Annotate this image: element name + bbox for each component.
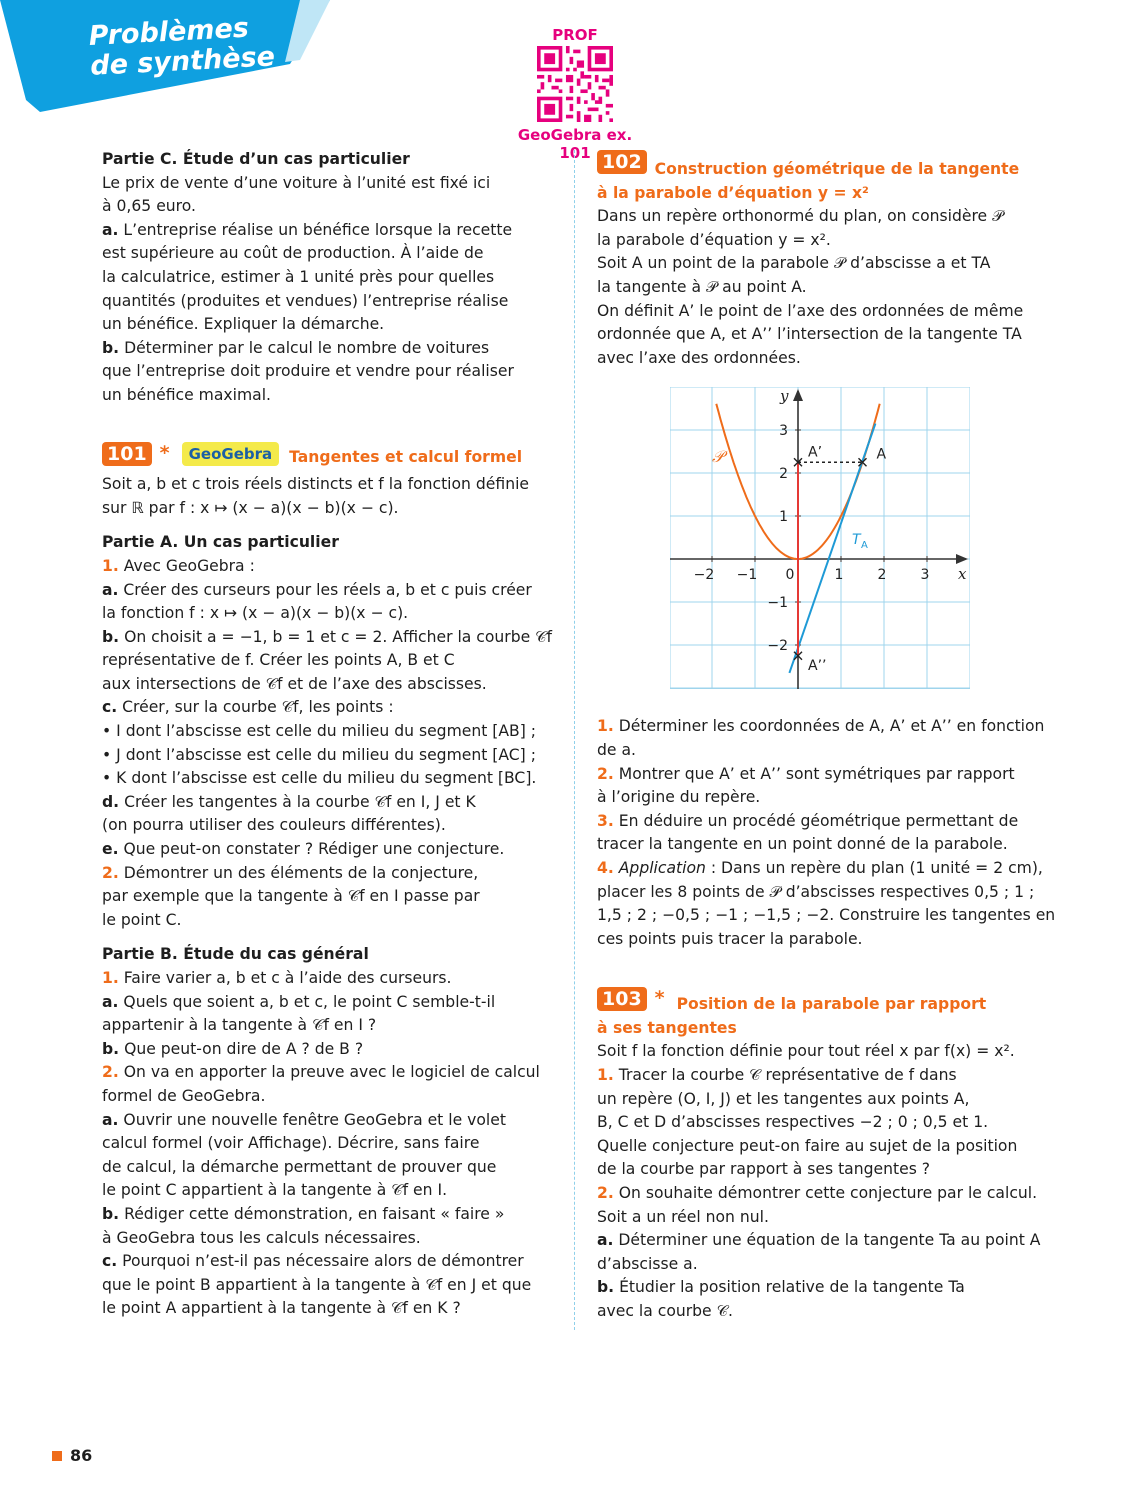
parabola-label: 𝒫 <box>712 447 724 467</box>
exercise-title-line2: à la parabole d’équation y = x² <box>597 183 869 202</box>
text-line: à GeoGebra tous les calculs nécessaires. <box>102 1228 421 1247</box>
text-line: un bénéfice. Expliquer la démarche. <box>102 315 385 334</box>
partC-title: Partie C. Étude d’un cas particulier <box>102 150 410 168</box>
point-A2-label: A’’ <box>808 658 827 675</box>
text-line: b. Étudier la position relative de la tangente Ta <box>597 1278 965 1297</box>
text-line: B, C et D d’abscisses respectives −2 ; 0 ; 0,5 et 1. <box>597 1113 989 1132</box>
exercise-title-line2: à ses tangentes <box>597 1018 737 1037</box>
text-line: calcul formel (voir Affichage). Décrire, sans faire <box>102 1134 480 1153</box>
text-line: ordonnée que A, et A’’ l’intersection de la tangente TA <box>597 325 1022 344</box>
text-line: b. Rédiger cette démonstration, en faisant « faire » <box>102 1204 505 1223</box>
difficulty-star: * <box>159 441 170 464</box>
point-A-label: A <box>876 446 887 463</box>
x-tick-label: −2 <box>693 567 715 584</box>
partB-title: Partie B. Étude du cas général <box>102 945 369 964</box>
text-line: avec l’axe des ordonnées. <box>597 348 801 367</box>
x-axis-label: x <box>958 565 967 584</box>
text-line: a. Créer des curseurs pour les réels a, b et c puis créer <box>102 580 532 599</box>
text-line: à l’origine du repère. <box>597 788 761 807</box>
bullet-item: • I dont l’abscisse est celle du milieu du segment [AB] ; <box>102 722 537 741</box>
text-line: d. Créer les tangentes à la courbe 𝒞f en I, J et K <box>102 792 476 811</box>
text-line: par exemple que la tangente à 𝒞f en I passe par <box>102 887 480 906</box>
bullet-item: • K dont l’abscisse est celle du milieu du segment [BC]. <box>102 769 537 788</box>
exercise-number: 103 <box>597 987 647 1011</box>
text-line: Soit A un point de la parabole 𝒫 d’abscisse a et TA <box>597 254 991 273</box>
qr-caption: GeoGebra ex. 101 <box>517 126 633 162</box>
text-line: de calcul, la démarche permettant de prouver que <box>102 1157 497 1176</box>
partA-title: Partie A. Un cas particulier <box>102 533 339 552</box>
text-line: quantités (produites et vendues) l’entreprise réalise <box>102 291 509 310</box>
text-line: le point C appartient à la tangente à 𝒞f en I. <box>102 1181 448 1200</box>
text-line: de a. <box>597 740 636 759</box>
text-line: Soit f la fonction définie pour tout réel x par f(x) = x². <box>597 1042 1015 1061</box>
text-line: la fonction f : x ↦ (x − a)(x − b)(x − c). <box>102 604 409 623</box>
text-line: sur ℝ par f : x ↦ (x − a)(x − b)(x − c). <box>102 498 399 517</box>
qr-block[interactable] <box>505 26 645 162</box>
text-line: Le prix de vente d’une voiture à l’unité est fixé ici <box>102 173 491 192</box>
text-line: que le point B appartient à la tangente à 𝒞f en J et que <box>102 1275 532 1294</box>
text-line: c. Pourquoi n’est-il pas nécessaire alors de démontrer <box>102 1252 524 1271</box>
text-line: 1. Avec GeoGebra : <box>102 556 255 575</box>
text-line: un bénéfice maximal. <box>102 385 271 404</box>
text-line: 2. On va en apporter la preuve avec le logiciel de calcul <box>102 1063 540 1082</box>
tangent-label: T <box>852 532 861 549</box>
text-line: a. Ouvrir une nouvelle fenêtre GeoGebra et le volet <box>102 1110 506 1129</box>
geogebra-tag[interactable]: GeoGebra <box>182 442 280 466</box>
text-line: la parabole d’équation y = x². <box>597 230 831 249</box>
left-column <box>102 148 562 1321</box>
text-line: Quelle conjecture peut-on faire au sujet de la position <box>597 1136 1018 1155</box>
text-line: a. Déterminer une équation de la tangente Ta au point A <box>597 1231 1041 1250</box>
text-line: 2. On souhaite démontrer cette conjecture par le calcul. <box>597 1184 1038 1203</box>
text-line: b. Déterminer par le calcul le nombre de voitures <box>102 338 490 357</box>
text-line: c. Créer, sur la courbe 𝒞f, les points : <box>102 698 394 717</box>
text-line: formel de GeoGebra. <box>102 1086 266 1105</box>
exercise-number: 102 <box>597 150 647 174</box>
qr-code-icon[interactable] <box>537 46 613 122</box>
text-line: représentative de f. Créer les points A, B et C <box>102 651 455 670</box>
parabola-chart <box>670 387 970 689</box>
text-line: (on pourra utiliser des couleurs différentes). <box>102 816 446 835</box>
text-line: appartenir à la tangente à 𝒞f en I ? <box>102 1016 377 1035</box>
exercise-title: Tangentes et calcul formel <box>289 447 523 466</box>
text-line: un repère (O, I, J) et les tangentes aux points A, <box>597 1089 970 1108</box>
text-line: de la courbe par rapport à ses tangentes ? <box>597 1160 931 1179</box>
text-line: On définit A’ le point de l’axe des ordonnées de même <box>597 301 1024 320</box>
chart-frame <box>670 387 970 689</box>
text-line: aux intersections de 𝒞f et de l’axe des abscisses. <box>102 674 487 693</box>
text-line: 2. Montrer que A’ et A’’ sont symétriques par rapport <box>597 764 1015 783</box>
exercise-number: 101 <box>102 442 152 466</box>
banner-title: Problèmes de synthèse <box>87 12 276 82</box>
text-line: est supérieure au coût de production. À l’aide de <box>102 244 484 263</box>
text-line: la tangente à 𝒫 au point A. <box>597 277 807 296</box>
exercise-102-header <box>597 150 1057 182</box>
text-line: b. On choisit a = −1, b = 1 et c = 2. Afficher la courbe 𝒞f <box>102 627 552 646</box>
exercise-title: Position de la parabole par rapport <box>676 995 987 1014</box>
right-column <box>597 150 1057 1324</box>
y-tick-label: 1 <box>779 509 788 526</box>
text-line: avec la courbe 𝒞. <box>597 1302 733 1320</box>
exercise-102-questions <box>597 715 1057 951</box>
text-line: e. Que peut-on constater ? Rédiger une conjecture. <box>102 840 505 859</box>
y-tick-label: 3 <box>779 423 788 440</box>
text-line: que l’entreprise doit produire et vendre pour réaliser <box>102 362 514 381</box>
exercise-title: Construction géométrique de la tangente <box>654 160 1020 178</box>
text-line: à 0,65 euro. <box>102 197 196 216</box>
point-A1-label: A’ <box>808 444 823 461</box>
difficulty-star: * <box>654 987 665 1010</box>
text-line: 4. Application : Dans un repère du plan (1 unité = 2 cm), <box>597 858 1043 877</box>
text-line: placer les 8 points de 𝒫 d’abscisses respectives 0,5 ; 1 ; <box>597 882 1035 901</box>
bullet-item: • J dont l’abscisse est celle du milieu du segment [AC] ; <box>102 745 536 764</box>
y-axis-label: y <box>780 387 789 406</box>
text-line: 3. En déduire un procédé géométrique permettant de <box>597 811 1019 830</box>
x-tick-label: 2 <box>877 567 887 584</box>
y-tick-label: −1 <box>767 595 788 612</box>
text-line: 1. Tracer la courbe 𝒞 représentative de f dans <box>597 1066 957 1085</box>
x-tick-label: 3 <box>920 567 930 584</box>
exercise-103-header <box>597 987 1057 1017</box>
text-line: 1. Faire varier a, b et c à l’aide des curseurs. <box>102 969 452 987</box>
text-line: 2. Démontrer un des éléments de la conjecture, <box>102 863 479 882</box>
tangent-label-sub: A <box>861 540 868 552</box>
text-line: tracer la tangente en un point donné de la parabole. <box>597 835 1008 854</box>
x-tick-label: 0 <box>785 567 795 584</box>
qr-label: PROF <box>552 26 598 44</box>
text-line: la calculatrice, estimer à 1 unité près pour quelles <box>102 267 495 286</box>
y-tick-label: 2 <box>779 466 788 483</box>
text-line: Soit a un réel non nul. <box>597 1207 769 1226</box>
text-line: 1,5 ; 2 ; −0,5 ; −1 ; −1,5 ; −2. Construire les tangentes en <box>597 906 1056 925</box>
text-line: b. Que peut-on dire de A ? de B ? <box>102 1039 364 1058</box>
text-line: d’abscisse a. <box>597 1254 698 1273</box>
text-line: le point C. <box>102 910 182 929</box>
y-tick-label: −2 <box>767 638 788 655</box>
text-line: ces points puis tracer la parabole. <box>597 929 863 948</box>
column-divider <box>574 150 575 1330</box>
text-line: Soit a, b et c trois réels distincts et f la fonction définie <box>102 475 530 494</box>
text-line: Dans un repère orthonormé du plan, on considère 𝒫 <box>597 207 1004 226</box>
x-tick-label: 1 <box>834 567 844 584</box>
x-tick-label: −1 <box>736 567 758 584</box>
text-line: a. L’entreprise réalise un bénéfice lorsque la recette <box>102 220 513 239</box>
text-line: 1. Déterminer les coordonnées de A, A’ et A’’ en fonction <box>597 717 1045 736</box>
page-number: 86 <box>70 1446 93 1465</box>
text-line: le point A appartient à la tangente à 𝒞f en K ? <box>102 1299 461 1318</box>
page-marker-icon <box>52 1451 62 1461</box>
text-line: a. Quels que soient a, b et c, le point C semble-t-il <box>102 992 496 1011</box>
exercise-101-header <box>102 442 562 470</box>
